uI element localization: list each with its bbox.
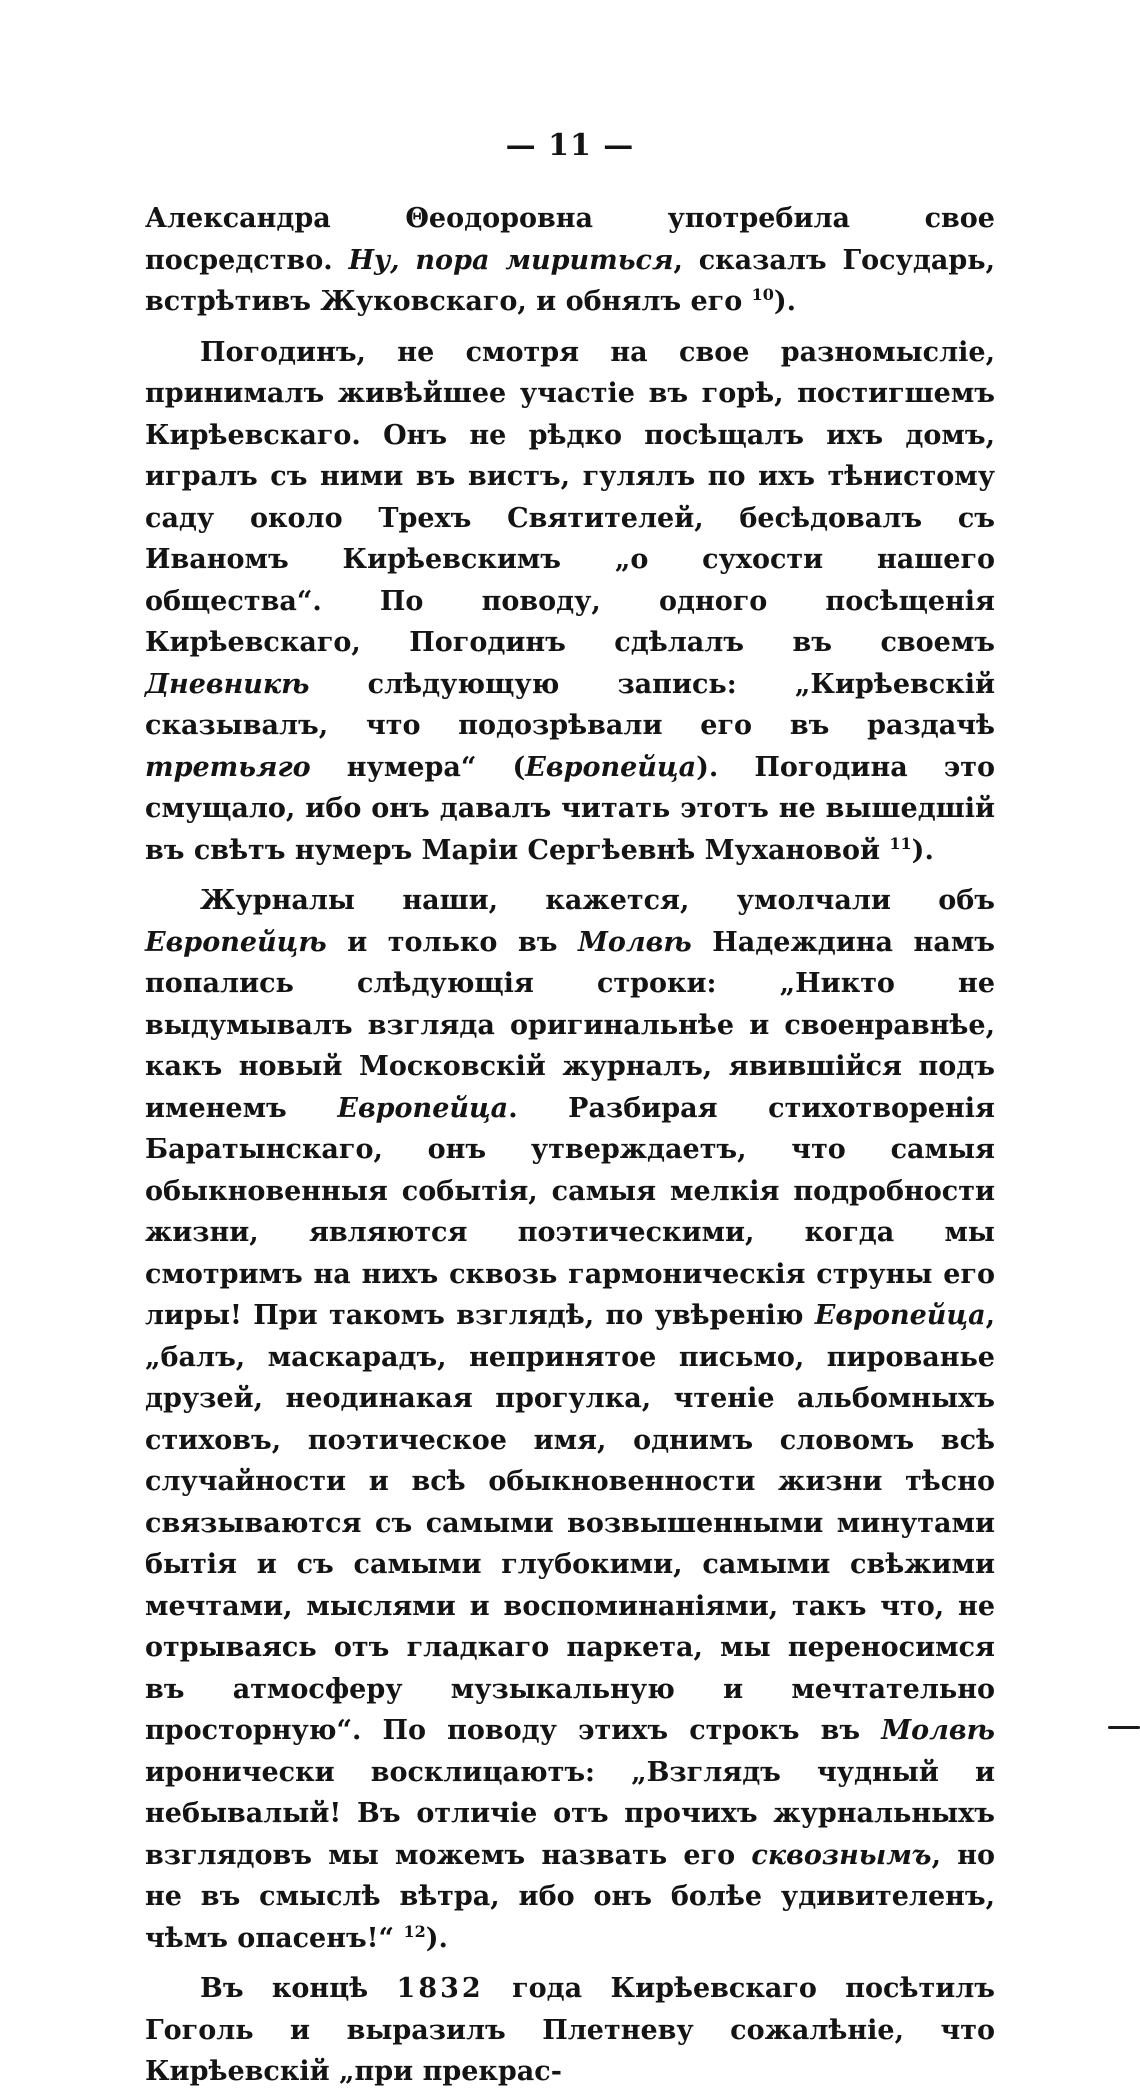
text-run: , но не въ смыслѣ вѣтра, ибо онъ болѣе удивителенъ, чѣмъ опасенъ!“ <box>145 1839 995 1954</box>
text-run: и только въ <box>326 926 578 958</box>
text-run: слѣдующую запись: „Кирѣевскій сказывалъ, что подозрѣвали его въ раздачѣ <box>145 668 995 741</box>
text-run: ). Погодина это смущало, ибо онъ давалъ читать этотъ не вышедшій въ свѣтъ нумеръ Маріи Сергѣевнѣ Мухановой <box>145 751 995 866</box>
text-run: , „балъ, маскарадъ, непринятое письмо, пированье друзей, неодинакая прогулка, чтеніе альбомныхъ стиховъ, поэтическое имя, однимъ словомъ всѣ случайности и всѣ обыкновенности жизни тѣсно связываются съ самыми возвышенными минутами бытія и съ самыми глубокими, самыми свѣжими мечтами, мыслями и воспоминаніями, такъ что, не отрываясь отъ гладкаго паркета, мы переносимся въ атмосферу музыкальную и мечтательно просторную“. По поводу этихъ строкъ въ <box>145 1300 995 1746</box>
text-run: ). <box>773 286 797 317</box>
italic-phrase: сквознымъ <box>751 1839 932 1871</box>
paragraph-journals <box>145 880 995 1959</box>
text-run: Журналы наши, кажется, умолчали объ <box>200 885 995 916</box>
text-run: ). <box>425 1922 448 1954</box>
text-run: Погодинъ, не смотря на свое разномысліе, принималъ живѣйшее участіе въ горѣ, постигшемъ Кирѣевскаго. Онъ не рѣдко посѣщалъ ихъ домъ, игралъ съ ними въ вистъ, гулялъ по ихъ тѣнистому саду около Трехъ Святителей, бесѣдовалъ съ Иваномъ Кирѣевскимъ „о сухости нашего общества“. По поводу, одного посѣщенія Кирѣевскаго, Погодинъ сдѣлалъ въ своемъ <box>145 336 995 658</box>
italic-phrase: Дневникѣ <box>145 668 310 700</box>
paragraph-gogol <box>145 1968 995 2093</box>
italic-phrase: Европейца <box>814 1300 986 1331</box>
italic-phrase: Европейца <box>525 751 697 783</box>
year-number: 1832 <box>396 1973 484 2004</box>
footnote-ref: 12 <box>403 1921 426 1941</box>
text-run: ). <box>911 834 934 866</box>
text-run: года Кирѣевскаго посѣтилъ Гоголь и выразилъ Плетневу сожалѣніе, что Кирѣевскій „при прекрас- <box>145 1973 995 2087</box>
italic-phrase: Молвѣ <box>881 1715 995 1746</box>
footnote-ref: 10 <box>751 285 774 304</box>
paragraph-pogodin <box>145 332 995 872</box>
body-text <box>145 198 995 2093</box>
text-run: , сказалъ Государь, встрѣтивъ Жуковскаго, и обнялъ его <box>145 244 995 317</box>
italic-phrase: третьяго <box>145 751 311 783</box>
footnote-ref: 11 <box>889 833 912 853</box>
paragraph-continuation <box>145 198 995 323</box>
text-run: нумера“ ( <box>310 751 526 783</box>
text-run: Александра Θеодоровна употребила свое посредство. <box>145 203 995 276</box>
italic-phrase: Европейцѣ <box>145 926 327 958</box>
page-edge-mark <box>1108 1726 1140 1729</box>
text-run: иронически восклицаютъ: „Взглядъ чудный и небывалый! Въ отличіе отъ прочихъ журнальныхъ взглядовъ мы можемъ назвать его <box>145 1756 995 1871</box>
italic-phrase: Молвѣ <box>577 926 692 958</box>
page-number: — 11 — <box>505 128 635 163</box>
italic-phrase: Ну, пора мириться <box>348 244 674 276</box>
text-run: Надеждина намъ попались слѣдующія строки: „Никто не выдумывалъ взгляда оригинальнѣе и своенравнѣе, какъ новый Московскій журналъ, явившійся подъ именемъ <box>145 926 995 1124</box>
text-run: Въ концѣ <box>200 1973 397 2004</box>
italic-phrase: Европейца <box>337 1092 509 1124</box>
text-run: . Разбирая стихотворенія Баратынскаго, онъ утверждаетъ, что самыя обыкновенныя событія, самыя мелкія подробности жизни, являются поэтическими, когда мы смотримъ на нихъ сквозь гармоническія струны его лиры! При такомъ взглядѣ, по увѣренію <box>145 1092 995 1331</box>
